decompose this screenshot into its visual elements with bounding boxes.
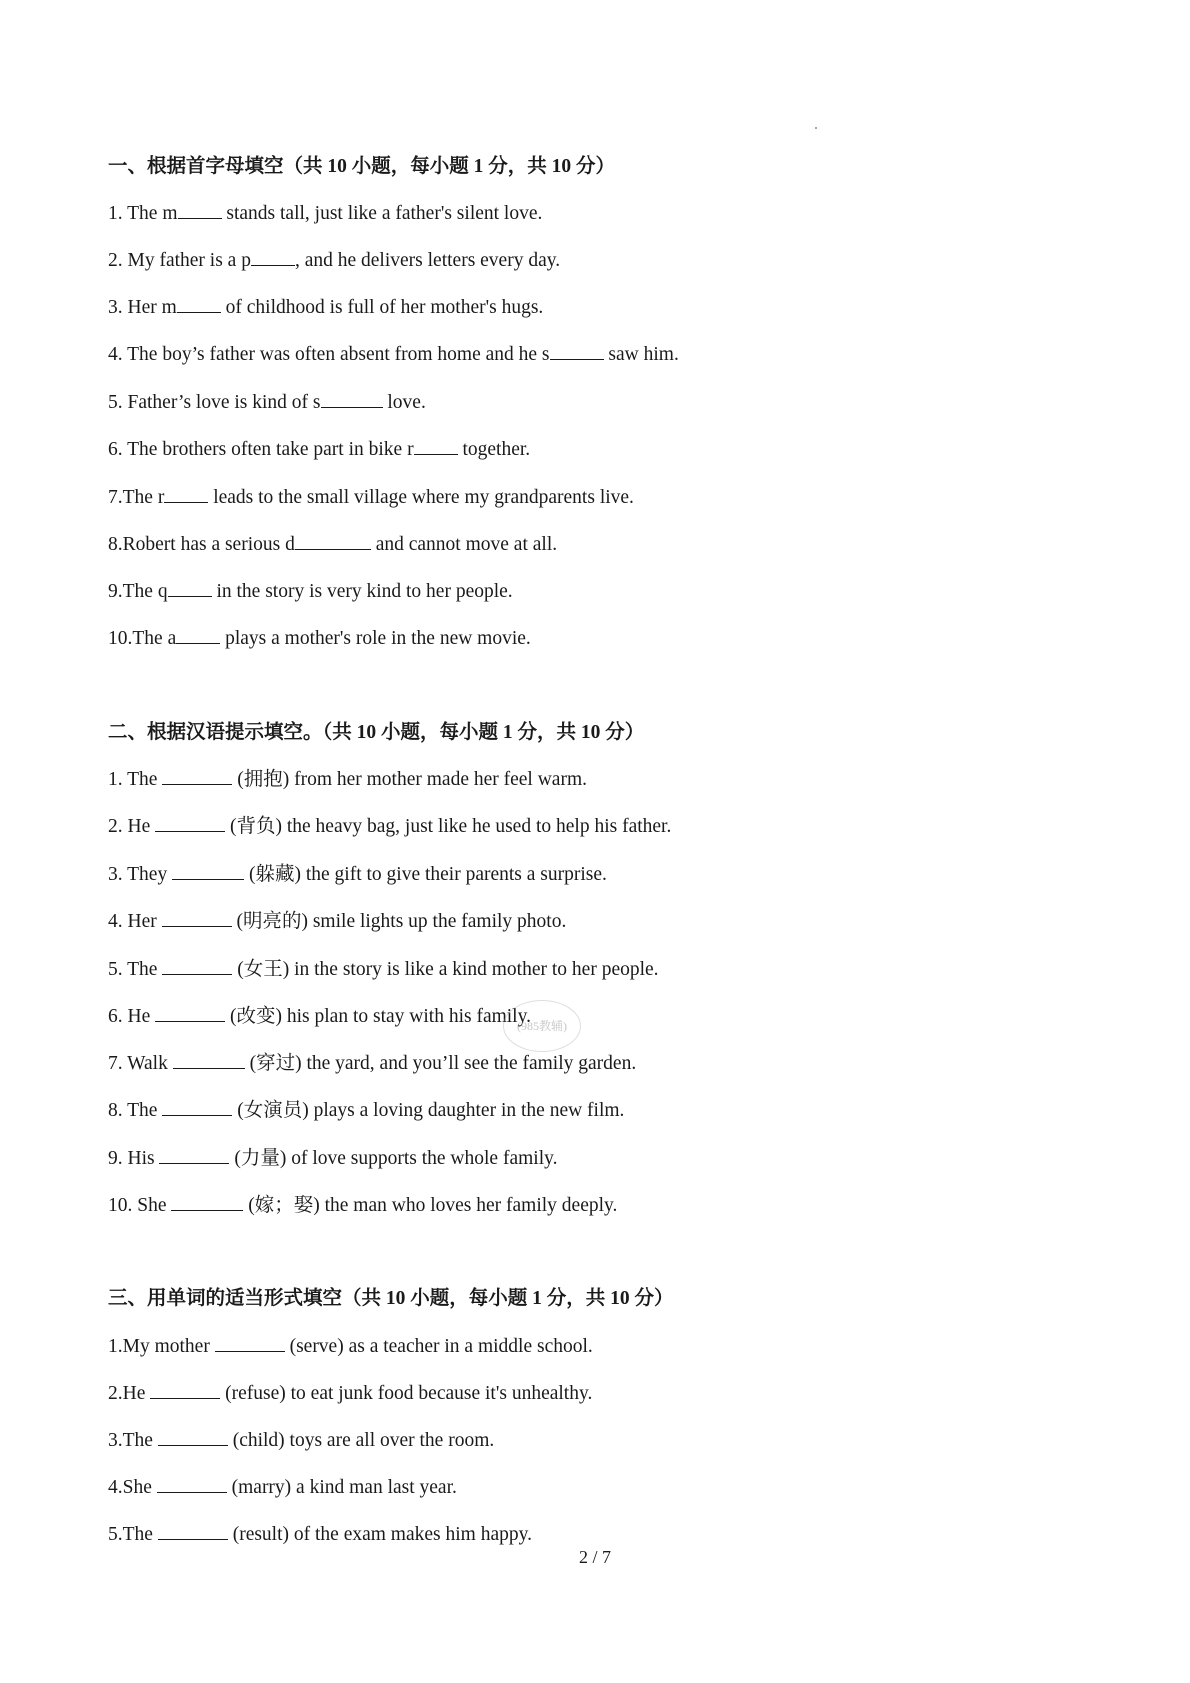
question: 8.Robert has a serious d and cannot move at all. bbox=[108, 534, 558, 555]
question: 6. The brothers often take part in bike r together. bbox=[108, 439, 531, 460]
question: 3.The (child) toys are all over the room. bbox=[108, 1430, 495, 1451]
watermark-stamp: (985教辅) bbox=[503, 1000, 581, 1052]
answer-blank[interactable] bbox=[171, 1193, 243, 1211]
answer-blank[interactable] bbox=[177, 295, 221, 313]
question: 1. The (拥抱) from her mother made her feel warm. bbox=[108, 769, 587, 790]
question: 3. They (躲藏) the gift to give their parents a surprise. bbox=[108, 864, 607, 885]
question: 2. My father is a p , and he delivers letters every day. bbox=[108, 250, 561, 271]
answer-blank[interactable] bbox=[162, 909, 232, 927]
section-heading: 三、用单词的适当形式填空（共 10 小题，每小题 1 分，共 10 分） bbox=[108, 1288, 674, 1309]
section-heading: 二、根据汉语提示填空。（共 10 小题，每小题 1 分，共 10 分） bbox=[108, 722, 645, 743]
answer-blank[interactable] bbox=[295, 532, 371, 550]
question: 2.He (refuse) to eat junk food because it's unhealthy. bbox=[108, 1383, 593, 1404]
question: 8. The (女演员) plays a loving daughter in the new film. bbox=[108, 1100, 625, 1121]
question: 3. Her m of childhood is full of her mother's hugs. bbox=[108, 297, 544, 318]
answer-blank[interactable] bbox=[178, 201, 222, 219]
question: 5. The (女王) in the story is like a kind mother to her people. bbox=[108, 959, 659, 980]
question: 9.The q in the story is very kind to her people. bbox=[108, 581, 513, 602]
answer-blank[interactable] bbox=[158, 1428, 228, 1446]
answer-blank[interactable] bbox=[162, 957, 232, 975]
question: 10. She (嫁；娶) the man who loves her family deeply. bbox=[108, 1195, 618, 1216]
question: 4. The boy’s father was often absent from home and he s saw him. bbox=[108, 344, 679, 365]
answer-blank[interactable] bbox=[550, 342, 604, 360]
answer-blank[interactable] bbox=[162, 767, 232, 785]
question: 5.The (result) of the exam makes him happy. bbox=[108, 1524, 532, 1545]
answer-blank[interactable] bbox=[150, 1381, 220, 1399]
answer-blank[interactable] bbox=[172, 862, 244, 880]
question: 10.The a plays a mother's role in the new movie. bbox=[108, 628, 531, 649]
answer-blank[interactable] bbox=[414, 437, 458, 455]
answer-blank[interactable] bbox=[158, 1522, 228, 1540]
answer-blank[interactable] bbox=[215, 1334, 285, 1352]
answer-blank[interactable] bbox=[162, 1098, 232, 1116]
answer-blank[interactable] bbox=[164, 485, 208, 503]
question: 7. Walk (穿过) the yard, and you’ll see the family garden. bbox=[108, 1053, 637, 1074]
answer-blank[interactable] bbox=[168, 579, 212, 597]
scan-dot bbox=[815, 127, 817, 129]
answer-blank[interactable] bbox=[321, 390, 383, 408]
answer-blank[interactable] bbox=[251, 248, 295, 266]
question: 2. He (背负) the heavy bag, just like he used to help his father. bbox=[108, 816, 672, 837]
answer-blank[interactable] bbox=[155, 814, 225, 832]
answer-blank[interactable] bbox=[173, 1051, 245, 1069]
question: 1. The m stands tall, just like a father's silent love. bbox=[108, 203, 543, 224]
answer-blank[interactable] bbox=[155, 1004, 225, 1022]
section-heading: 一、根据首字母填空（共 10 小题，每小题 1 分，共 10 分） bbox=[108, 156, 616, 177]
question: 5. Father’s love is kind of s love. bbox=[108, 392, 426, 413]
answer-blank[interactable] bbox=[159, 1146, 229, 1164]
question: 9. His (力量) of love supports the whole family. bbox=[108, 1148, 558, 1169]
question: 4. Her (明亮的) smile lights up the family photo. bbox=[108, 911, 567, 932]
page-number: 2 / 7 bbox=[578, 1547, 611, 1567]
answer-blank[interactable] bbox=[176, 626, 220, 644]
question: 4.She (marry) a kind man last year. bbox=[108, 1477, 457, 1498]
question: 6. He (改变) his plan to stay with his family. bbox=[108, 1006, 531, 1027]
question: 1.My mother (serve) as a teacher in a middle school. bbox=[108, 1336, 593, 1357]
answer-blank[interactable] bbox=[157, 1475, 227, 1493]
question: 7.The r leads to the small village where my grandparents live. bbox=[108, 487, 634, 508]
